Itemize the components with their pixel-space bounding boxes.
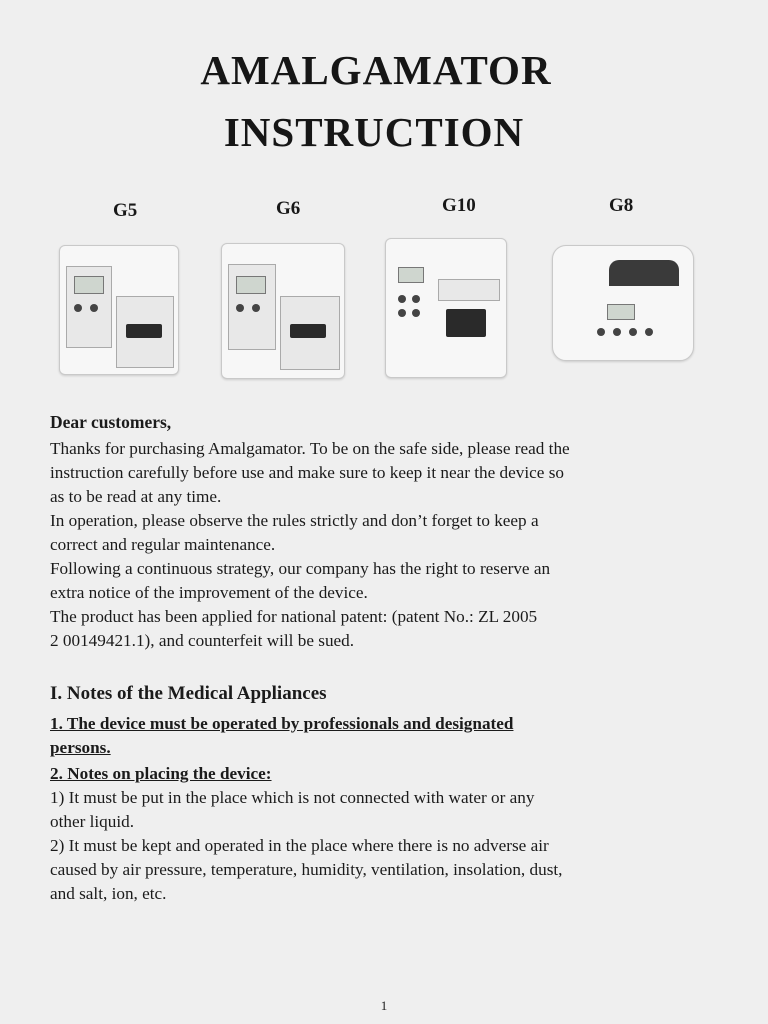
- section-heading: I. Notes of the Medical Appliances: [50, 683, 327, 704]
- intro-line: The product has been applied for national patent: (patent No.: ZL 2005: [50, 607, 538, 626]
- intro-line: as to be read at any time.: [50, 487, 222, 506]
- intro-line: Following a continuous strategy, our company has the right to reserve an: [50, 559, 551, 578]
- g5-device-image: [59, 245, 179, 375]
- note2-line: 2) It must be kept and operated in the place where there is no adverse air: [50, 836, 549, 855]
- note2-list: [50, 786, 706, 906]
- intro-paragraph: [50, 437, 706, 653]
- intro-line: extra notice of the improvement of the device.: [50, 583, 368, 602]
- intro-line: 2 00149421.1), and counterfeit will be sued.: [50, 631, 355, 650]
- note1-line-1: 1. The device must be operated by professionals and designated: [50, 714, 514, 733]
- title-line-1: AMALGAMATOR: [200, 47, 552, 93]
- g8-device-image: [552, 245, 694, 361]
- intro-line: In operation, please observe the rules strictly and don’t forget to keep a: [50, 511, 539, 530]
- model-label-g6: G6: [276, 198, 301, 219]
- note2-line: 1) It must be put in the place which is not connected with water or any: [50, 788, 535, 807]
- intro-line: instruction carefully before use and make sure to keep it near the device so: [50, 463, 564, 482]
- model-label-g8: G8: [609, 195, 634, 216]
- note1-line-2: persons.: [50, 738, 111, 757]
- intro-line: correct and regular maintenance.: [50, 535, 276, 554]
- model-label-g10: G10: [442, 195, 476, 216]
- intro-line: Thanks for purchasing Amalgamator. To be on the safe side, please read the: [50, 439, 570, 458]
- note2-line: caused by air pressure, temperature, humidity, ventilation, insolation, dust,: [50, 860, 563, 879]
- page-number: 1: [380, 998, 388, 1013]
- title-line-2: INSTRUCTION: [223, 109, 525, 155]
- salutation: Dear customers,: [50, 412, 172, 432]
- note2-line: and salt, ion, etc.: [50, 884, 167, 903]
- g6-device-image: [221, 243, 345, 379]
- note2-heading: 2. Notes on placing the device:: [50, 764, 272, 783]
- note2-line: other liquid.: [50, 812, 135, 831]
- model-label-g5: G5: [113, 200, 138, 221]
- g10-device-image: [385, 238, 507, 378]
